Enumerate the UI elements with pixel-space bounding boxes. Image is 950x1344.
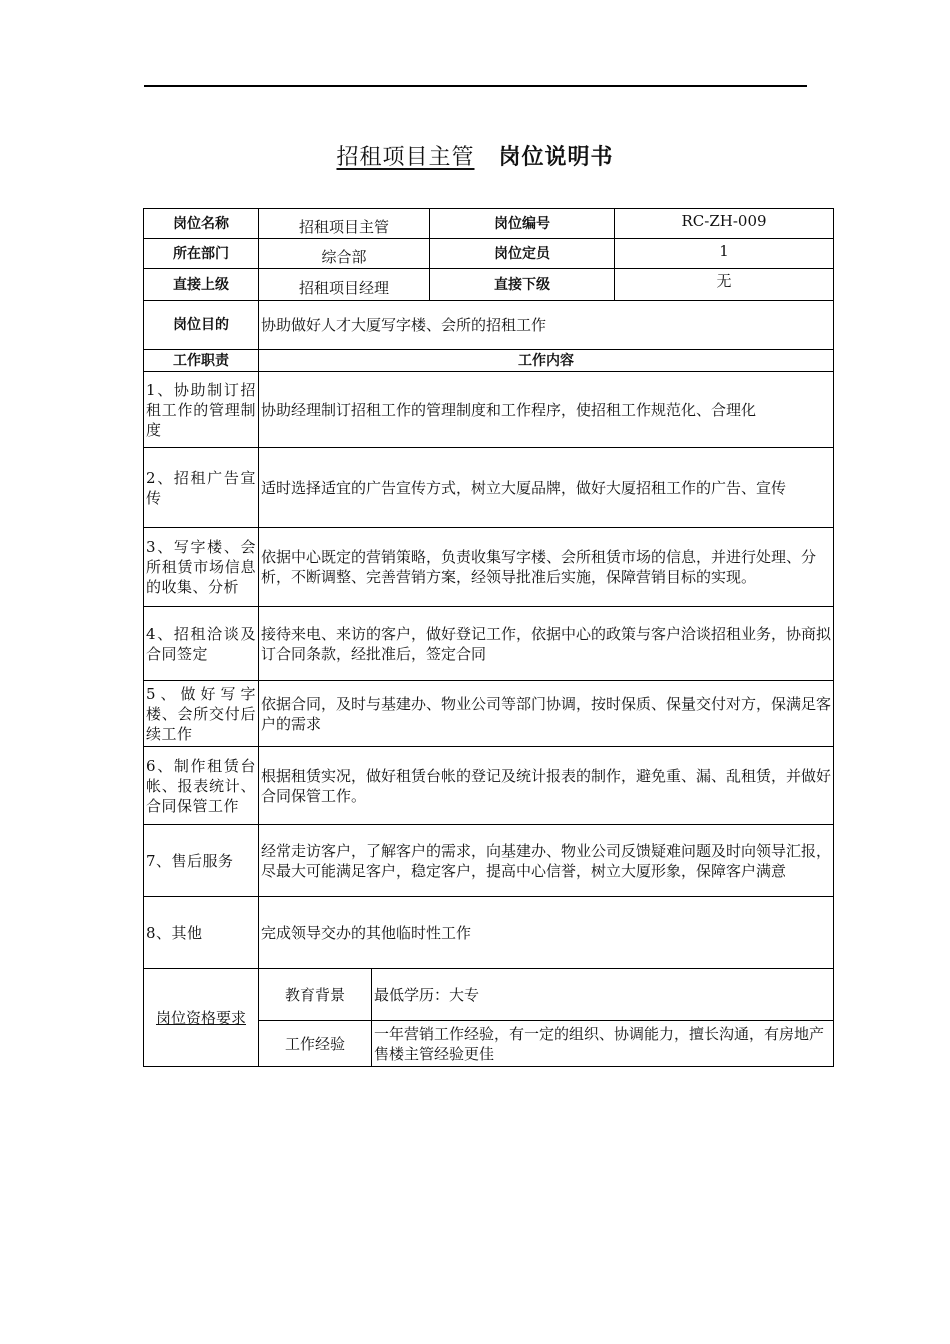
code-label: 岗位编号	[430, 209, 615, 239]
duty-row	[144, 747, 834, 825]
duties-header-col1: 工作职责	[144, 350, 259, 372]
code-value: RC-ZH-009	[615, 209, 834, 239]
duty-title: 1、协助制订招租工作的管理制度	[144, 372, 259, 448]
subordinate-value: 无	[615, 269, 834, 301]
job-description-table	[143, 208, 834, 1067]
duty-title: 8、其他	[144, 897, 259, 969]
header-rule	[144, 85, 807, 87]
duty-row	[144, 372, 834, 448]
duty-content: 适时选择适宜的广告宣传方式，树立大厦品牌，做好大厦招租工作的广告、宣传	[259, 448, 834, 528]
quota-label: 岗位定员	[430, 239, 615, 269]
document-title	[0, 140, 950, 171]
purpose-value: 协助做好人才大厦写字楼、会所的招租工作	[259, 301, 834, 350]
duty-content: 依据合同，及时与基建办、物业公司等部门协调，按时保质、保量交付对方，保满足客户的需求	[259, 681, 834, 747]
info-row-2	[144, 239, 834, 269]
duty-title: 4、招租洽谈及合同签定	[144, 607, 259, 681]
duty-row	[144, 528, 834, 607]
experience-label: 工作经验	[259, 1021, 372, 1067]
purpose-row	[144, 301, 834, 350]
title-doc-type: 岗位说明书	[498, 145, 614, 170]
name-value: 招租项目主管	[259, 209, 430, 239]
education-value: 最低学历：大专	[372, 969, 834, 1021]
qualifications-label: 岗位资格要求	[144, 969, 259, 1067]
purpose-label: 岗位目的	[144, 301, 259, 350]
title-position-name: 招租项目主管	[336, 145, 475, 170]
duty-row	[144, 897, 834, 969]
experience-value: 一年营销工作经验，有一定的组织、协调能力，擅长沟通，有房地产售楼主管经验更佳	[372, 1021, 834, 1067]
duty-title: 2、招租广告宣传	[144, 448, 259, 528]
duty-title: 3、写字楼、会所租赁市场信息的收集、分析	[144, 528, 259, 607]
duty-content: 根据租赁实况，做好租赁台帐的登记及统计报表的制作，避免重、漏、乱租赁，并做好合同保管工作。	[259, 747, 834, 825]
education-label: 教育背景	[259, 969, 372, 1021]
superior-value: 招租项目经理	[259, 269, 430, 301]
duty-content: 协助经理制订招租工作的管理制度和工作程序，使招租工作规范化、合理化	[259, 372, 834, 448]
duties-header-col2: 工作内容	[259, 350, 834, 372]
duty-row	[144, 448, 834, 528]
duty-content: 接待来电、来访的客户，做好登记工作，依据中心的政策与客户洽谈招租业务，协商拟订合同条款，经批准后，签定合同	[259, 607, 834, 681]
duties-header-row	[144, 350, 834, 372]
duty-row	[144, 681, 834, 747]
education-row	[144, 969, 834, 1021]
duty-content: 经常走访客户，了解客户的需求，向基建办、物业公司反馈疑难问题及时向领导汇报，尽最大可能满足客户，稳定客户，提高中心信誉，树立大厦形象，保障客户满意	[259, 825, 834, 897]
duty-title: 6、制作租赁台帐、报表统计、合同保管工作	[144, 747, 259, 825]
duty-row	[144, 607, 834, 681]
name-label: 岗位名称	[144, 209, 259, 239]
info-row-3	[144, 269, 834, 301]
subordinate-label: 直接下级	[430, 269, 615, 301]
duty-content: 依据中心既定的营销策略，负责收集写字楼、会所租赁市场的信息，并进行处理、分析，不断调整、完善营销方案，经领导批准后实施，保障营销目标的实现。	[259, 528, 834, 607]
duty-title: 5、做好写字楼、会所交付后续工作	[144, 681, 259, 747]
quota-value: 1	[615, 239, 834, 269]
superior-label: 直接上级	[144, 269, 259, 301]
info-row-1	[144, 209, 834, 239]
duty-row	[144, 825, 834, 897]
duty-title: 7、售后服务	[144, 825, 259, 897]
duty-content: 完成领导交办的其他临时性工作	[259, 897, 834, 969]
dept-value: 综合部	[259, 239, 430, 269]
dept-label: 所在部门	[144, 239, 259, 269]
